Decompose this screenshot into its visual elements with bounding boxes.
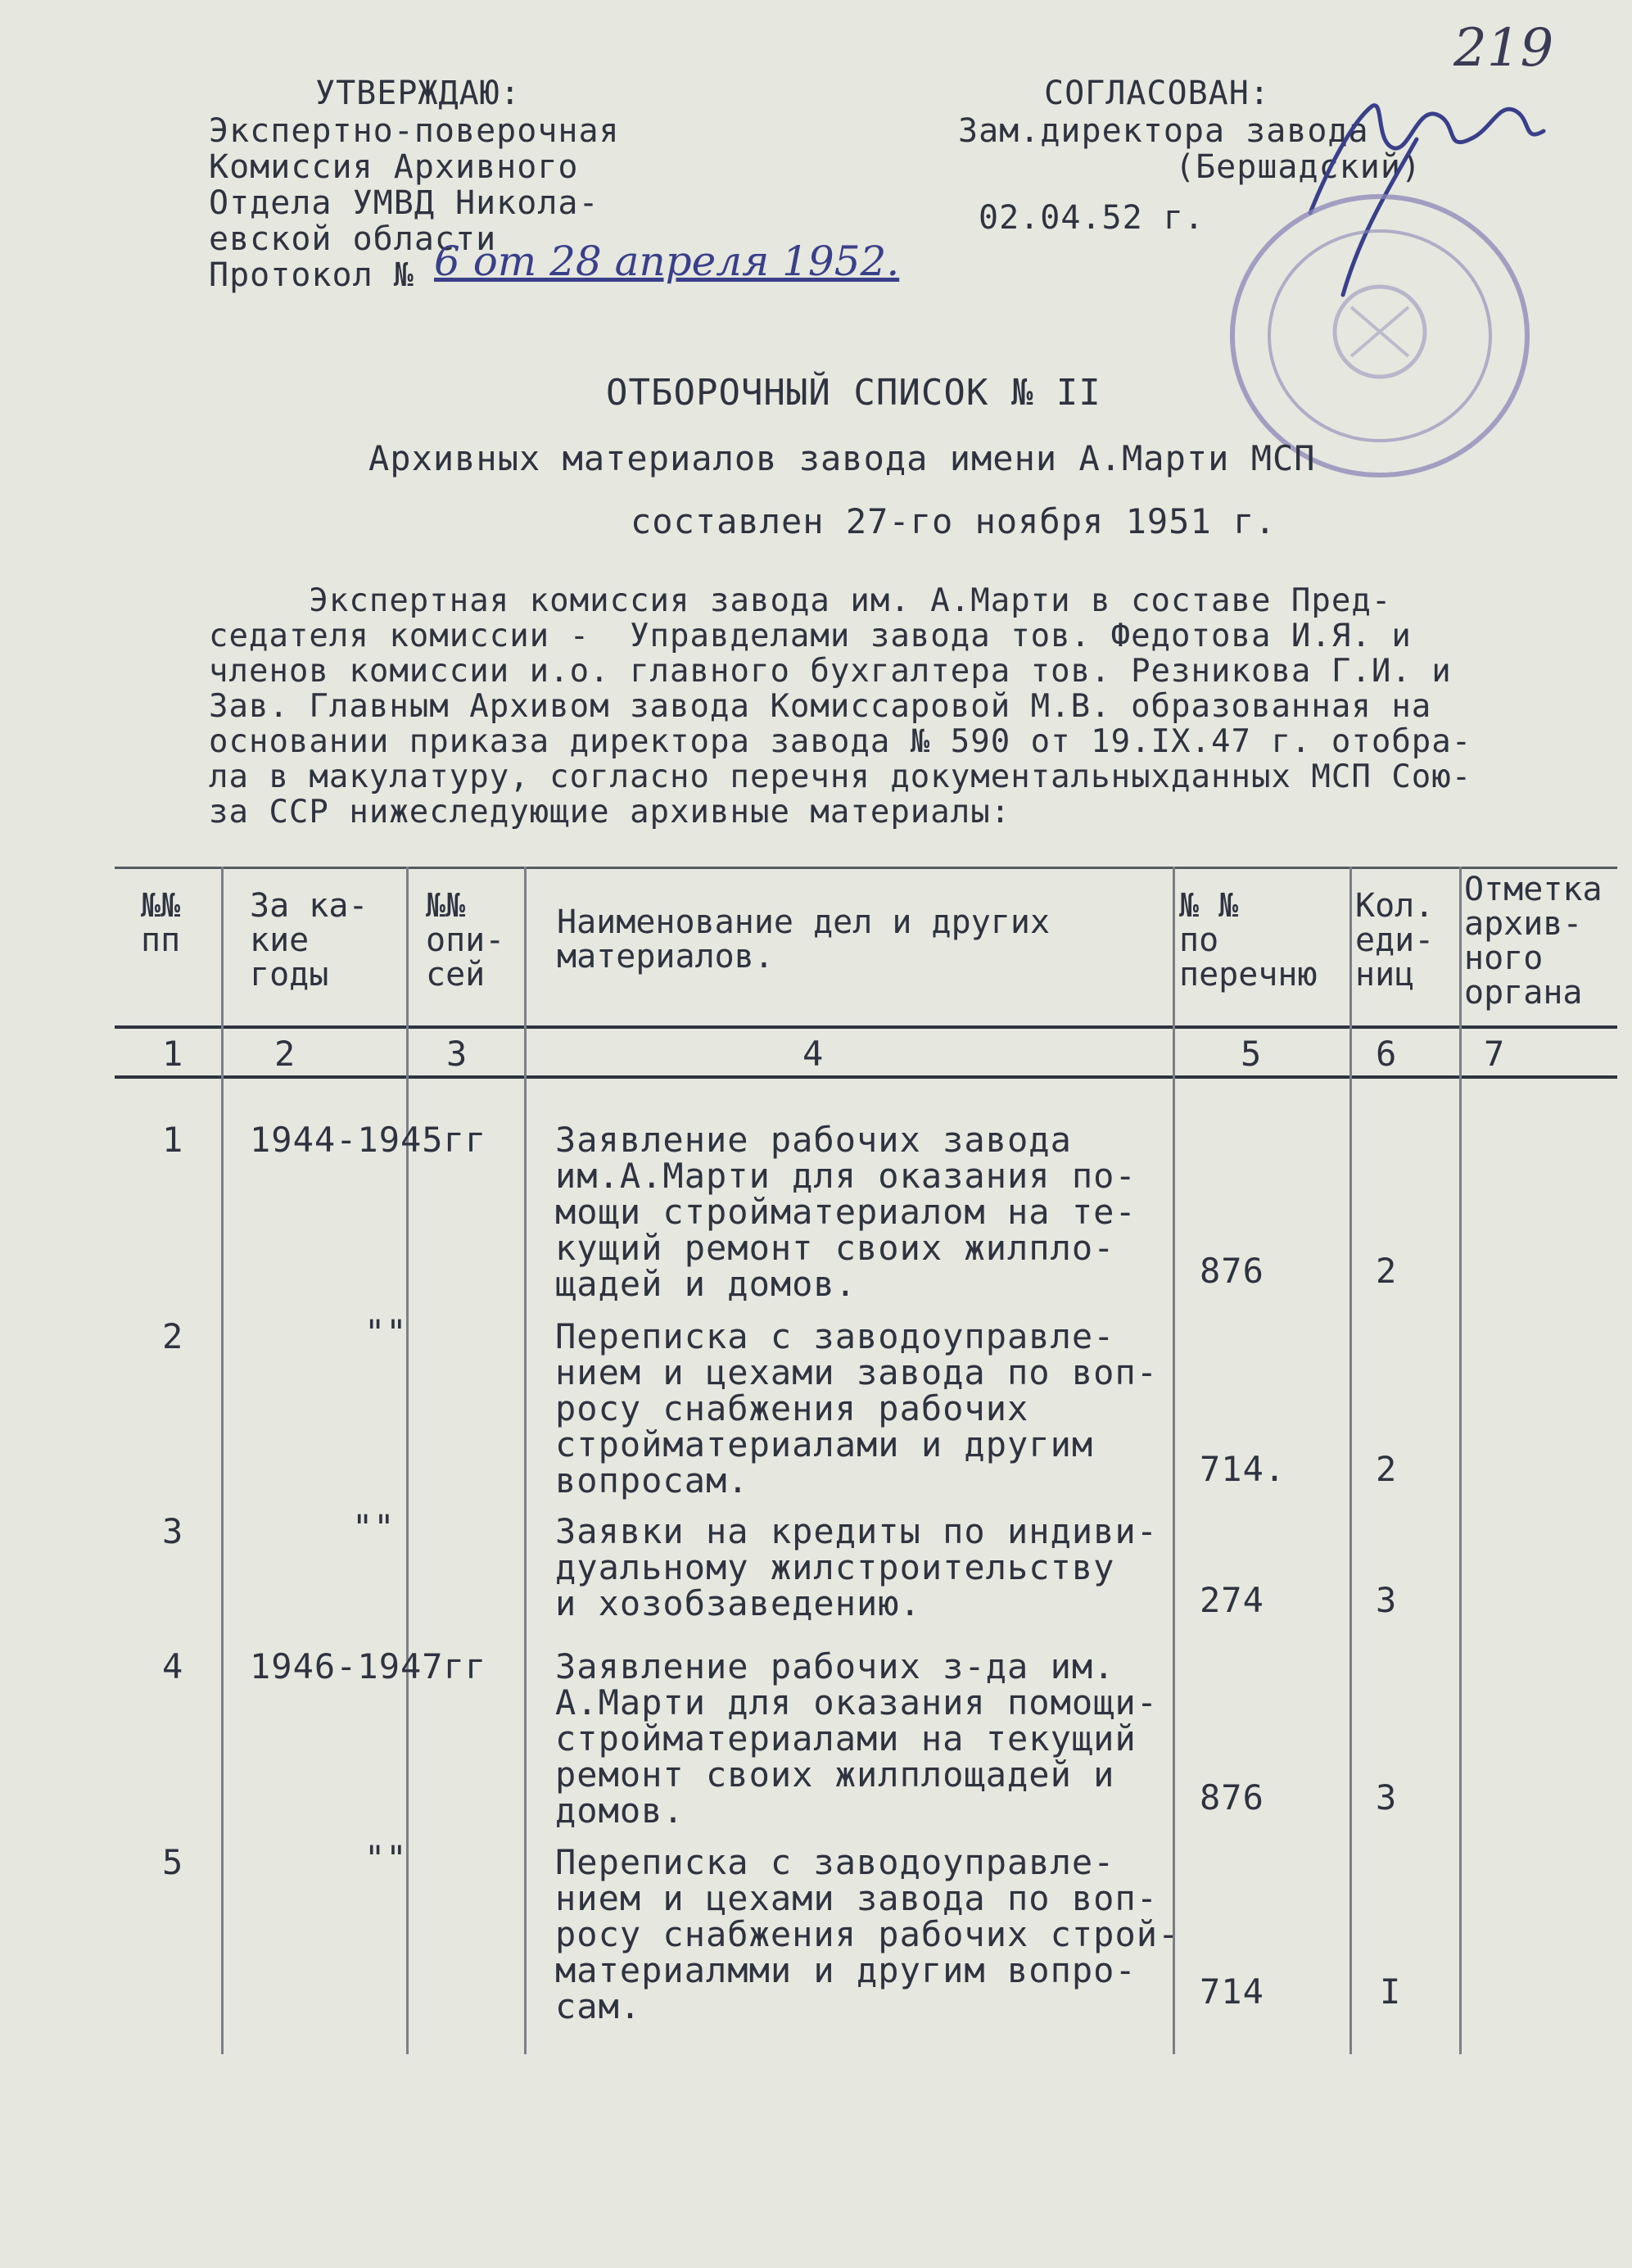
header-list-number: № № по перечню [1179, 887, 1318, 994]
row-list-number: 714. [1200, 1449, 1286, 1489]
row-number: 3 [162, 1511, 184, 1551]
agreed-line1: Зам.директора завода [958, 112, 1369, 150]
row-name: Заявки на кредиты по индиви- дуальному жилстроительству и хозобзаведению. [555, 1511, 1159, 1623]
protocol-label: Протокол № [209, 256, 414, 294]
stamp-seal [1228, 192, 1531, 479]
agreed-title: СОГЛАСОВАН: [1044, 75, 1270, 112]
list-title: ОТБОРОЧНЫЙ СПИСОК № II [606, 372, 1101, 414]
header-archive-mark: Отметка архив- ного органа [1464, 871, 1603, 1012]
row-name: Переписка с заводоуправле- нием и цехами завода по воп- росу снабжения рабочих строй- материалмми и другим вопро- сам. [555, 1842, 1180, 2026]
row-list-number: 876 [1200, 1251, 1264, 1291]
row-years: "" [364, 1312, 408, 1352]
column-number: 7 [1484, 1034, 1505, 1074]
intro-line: Зав. Главным Архивом завода Комиссаровой М.В. образованная на [209, 688, 1432, 725]
header-row-number: №№ пп [141, 887, 181, 959]
row-years: 1946-1947гг [250, 1646, 487, 1686]
row-quantity: I [1380, 1971, 1402, 2012]
approve-line: Экспертно-поверочная [209, 112, 620, 150]
row-number: 1 [162, 1120, 184, 1160]
approve-title: УТВЕРЖДАЮ: [315, 75, 521, 112]
column-number: 3 [446, 1034, 468, 1074]
intro-line: Экспертная комиссия завода им. А.Марти в составе Пред- [209, 582, 1392, 619]
row-number: 5 [162, 1842, 184, 1882]
row-years: "" [364, 1838, 408, 1878]
column-number: 1 [162, 1034, 183, 1074]
intro-line: за ССР нижеследующие архивные материалы: [209, 794, 1011, 831]
column-number: 2 [274, 1034, 296, 1074]
agreed-line2: (Бершадский) [1175, 148, 1422, 186]
list-subtitle: Архивных материалов завода имени А.Марти МСП [368, 438, 1316, 478]
row-quantity: 3 [1376, 1580, 1398, 1620]
approve-line: Отдела УМВД Никола- [209, 184, 599, 222]
column-number: 4 [802, 1034, 824, 1074]
intro-line: членов комиссии и.о. главного бухгалтера тов. Резникова Г.И. и [209, 653, 1452, 690]
list-date: составлен 27-го ноября 1951 г. [631, 501, 1277, 541]
row-quantity: 2 [1376, 1251, 1398, 1291]
row-number: 2 [162, 1316, 184, 1356]
agreed-date: 02.04.52 г. [979, 199, 1205, 237]
row-list-number: 274 [1200, 1580, 1264, 1620]
protocol-handwritten: 6 от 28 апреля 1952. [434, 238, 900, 285]
column-number: 5 [1241, 1034, 1262, 1074]
row-number: 4 [162, 1646, 184, 1686]
row-list-number: 714 [1200, 1971, 1264, 2012]
row-name: Заявление рабочих з-да им. А.Марти для оказания помощи- стройматериалами на текущий ремонт своих жилплощадей и домов. [555, 1646, 1159, 1831]
row-years: "" [352, 1507, 396, 1547]
header-years: За ка- кие годы [250, 887, 368, 994]
intro-line: седателя комиссии - Управделами завода тов. Федотова И.Я. и [209, 618, 1412, 654]
row-quantity: 2 [1376, 1449, 1398, 1489]
row-years: 1944-1945гг [250, 1120, 487, 1160]
intro-line: ла в макулатуру, согласно перечня документальныхданных МСП Сою- [209, 758, 1472, 795]
approve-line: Комиссия Архивного [209, 148, 579, 186]
row-name: Переписка с заводоуправле- нием и цехами завода по воп- росу снабжения рабочих стройматериалами и другим вопросам. [555, 1316, 1159, 1501]
header-units: Кол. еди- ниц [1355, 887, 1435, 994]
row-list-number: 876 [1200, 1777, 1264, 1818]
intro-line: основании приказа директора завода № 590 от 19.IX.47 г. отобра- [209, 723, 1472, 760]
approve-line: евской области [209, 220, 497, 258]
header-inventory: №№ опи- сей [426, 887, 505, 994]
header-name: Наименование дел и других материалов. [557, 903, 1051, 976]
page-number: 219 [1453, 18, 1554, 79]
row-name: Заявление рабочих завода им.А.Марти для оказания по- мощи стройматериалом на те- кущий ремонт своих жилпло- щадей и домов. [555, 1120, 1137, 1304]
column-number: 6 [1376, 1034, 1397, 1074]
row-quantity: 3 [1376, 1777, 1398, 1818]
